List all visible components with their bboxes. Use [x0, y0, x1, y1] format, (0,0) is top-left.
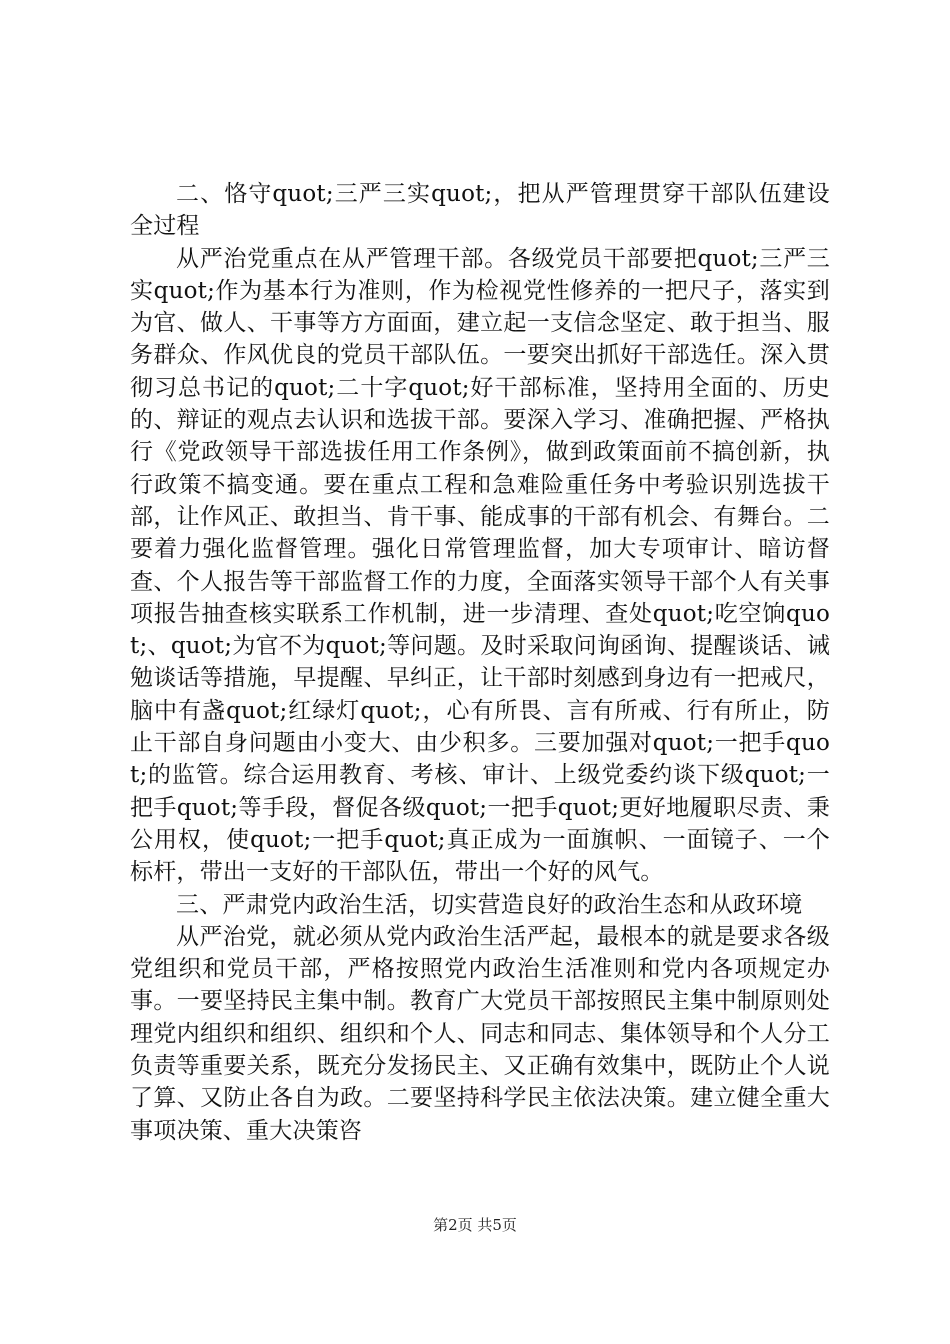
body-paragraph: 从严治党重点在从严管理干部。各级党员干部要把quot;三严三实quot;作为基本行为准则，作为检视党性修养的一把尺子，落实到为官、做人、干事等方方面面，建立起一支信念坚定、敢于担当、服务群众、作风优良的党员干部队伍。一要突出抓好干部选任。深入贯彻习总书记的quot;二十字quot;好干部标准，坚持用全面的、历史的、辩证的观点去认识和选拔干部。要深入学习、准确把握、严格执行《党政领导干部选拔任用工作条例》，做到政策面前不搞创新，执行政策不搞变通。要在重点工程和急难险重任务中考验识别选拔干部，让作风正、敢担当、肯干事、能成事的干部有机会、有舞台。二要着力强化监督管理。强化日常管理监督，加大专项审计、暗访督查、个人报告等干部监督工作的力度，全面落实领导干部个人有关事项报告抽查核实联系工作机制，进一步清理、查处quot;吃空饷quot;、quot;为官不为quot;等问题。及时采取问询函询、提醒谈话、诫勉谈话等措施，早提醒、早纠正，让干部时刻感到身边有一把戒尺，脑中有盏quot;红绿灯quot;，心有所畏、言有所戒、行有所止，防止干部自身问题由小变大、由少积多。三要加强对quot;一把手quot;的监管。综合运用教育、考核、审计、上级党委约谈下级quot;一把手quot;等手段，督促各级quot;一把手quot;更好地履职尽责、秉公用权，使quot;一把手quot;真正成为一面旗帜、一面镜子、一个标杆，带出一支好的干部队伍，带出一个好的风气。	[130, 245, 830, 886]
document-body	[130, 178, 830, 1147]
body-paragraph: 从严治党，就必须从党内政治生活严起，最根本的就是要求各级党组织和党员干部，严格按照党内政治生活准则和党内各项规定办事。一要坚持民主集中制。教育广大党员干部按照民主集中制原则处理党内组织和组织、组织和个人、同志和同志、集体领导和个人分工负责等重要关系，既充分发扬民主、又正确有效集中，既防止个人说了算、又防止各自为政。二要坚持科学民主依法决策。建立健全重大事项决策、重大决策咨	[130, 923, 830, 1144]
section-heading-3: 三、严肃党内政治生活，切实营造良好的政治生态和从政环境	[176, 891, 803, 918]
page-number-footer: 第2页 共5页	[433, 1216, 517, 1234]
section-heading-2: 二、恪守quot;三严三实quot;，把从严管理贯穿干部队伍建设全过程	[130, 181, 830, 240]
